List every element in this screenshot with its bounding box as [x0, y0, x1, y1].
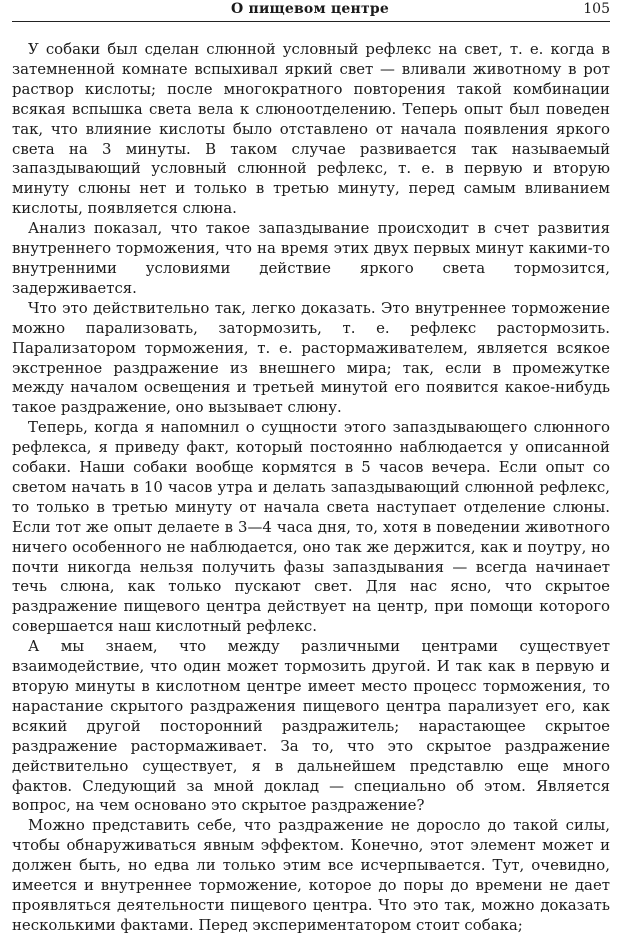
paragraph-5: А мы знаем, что между различными центрами существует взаимодействие, что один может тормозить другой. И так как в первую и вторую минуты в кислотном центре имеет место процесс торможения, то нарастание скрытого раздражения пищевого центра парализует его, как всякий другой посторонний раздражитель; нарастающее скрытое раздражение растормаживает. За то, что это скрытое раздражение действительно существует, я в дальнейшем представлю еще много фактов. Следующий за мной доклад — специально об этом. Является вопрос, на чем основано это скрытое раздражение?: [12, 637, 610, 815]
paragraph-3: Что это действительно так, легко доказать. Это внутреннее торможение можно парализовать, затормозить, т. е. рефлекс растормозить. Парализатором торможения, т. е. растормаживателем, является всякое экстренное раздражение из внешнего мира; так, если в промежутке между началом освещения и третьей минутой его появится какое-нибудь такое раздражение, оно вызывает слюну.: [12, 298, 610, 417]
header-rule: [12, 21, 610, 22]
paragraph-4: Теперь, когда я напомнил о сущности этого запаздывающего слюнного рефлекса, я приведу факт, который постоянно наблюдается у описанной собаки. Наши собаки вообще кормятся в 5 часов вечера. Если опыт со светом начать в 10 часов утра и делать запаздывающий слюнной рефлекс, то только в третью минуту от начала света наступает отделение слюны. Если тот же опыт делаете в 3—4 часа дня, то, хотя в поведении животного ничего особенного не наблюдается, оно так же держится, как и поутру, но почти никогда нельзя получить фазы запаздывания — всегда начинает течь слюна, как только пускают свет. Для нас ясно, что скрытое раздражение пищевого центра действует на центр, при помощи которого совершается наш кислотный рефлекс.: [12, 418, 610, 636]
running-title: О пищевом центре: [231, 1, 389, 17]
paragraph-6: Можно представить себе, что раздражение не доросло до такой силы, чтобы обнаруживаться явным эффектом. Конечно, этот элемент может и должен быть, но едва ли только этим все исчерпывается. Тут, очевидно, имеется и внутреннее торможение, которое до поры до времени не дает проявляться деятельности пищевого центра. Что это так, можно доказать несколькими фактами. Перед экспериментатором стоит собака;: [12, 816, 610, 934]
paragraph-2: Анализ показал, что такое запаздывание происходит в счет развития внутреннего торможения, что на время этих двух первых минут какими-то внутренними условиями действие яркого света тормозится, задерживается.: [12, 219, 610, 297]
paragraph-1: У собаки был сделан слюнной условный рефлекс на свет, т. е. когда в затемненной комнате вспыхивал яркий свет — вливали животному в рот раствор кислоты; после многократного повторения такой комбинации всякая вспышка света вела к слюноотделению. Теперь опыт был поведен так, что влияние кислоты было отставлено от начала появления яркого света на 3 минуты. В таком случае развивается так называемый запаздывающий условный слюнной рефлекс, т. е. в первую и вторую минуту слюны нет и только в третью минуту, перед самым вливанием кислоты, появляется слюна.: [12, 40, 610, 218]
body-text: [12, 40, 610, 936]
page-number: 105: [583, 1, 610, 17]
running-head: [10, 0, 610, 22]
